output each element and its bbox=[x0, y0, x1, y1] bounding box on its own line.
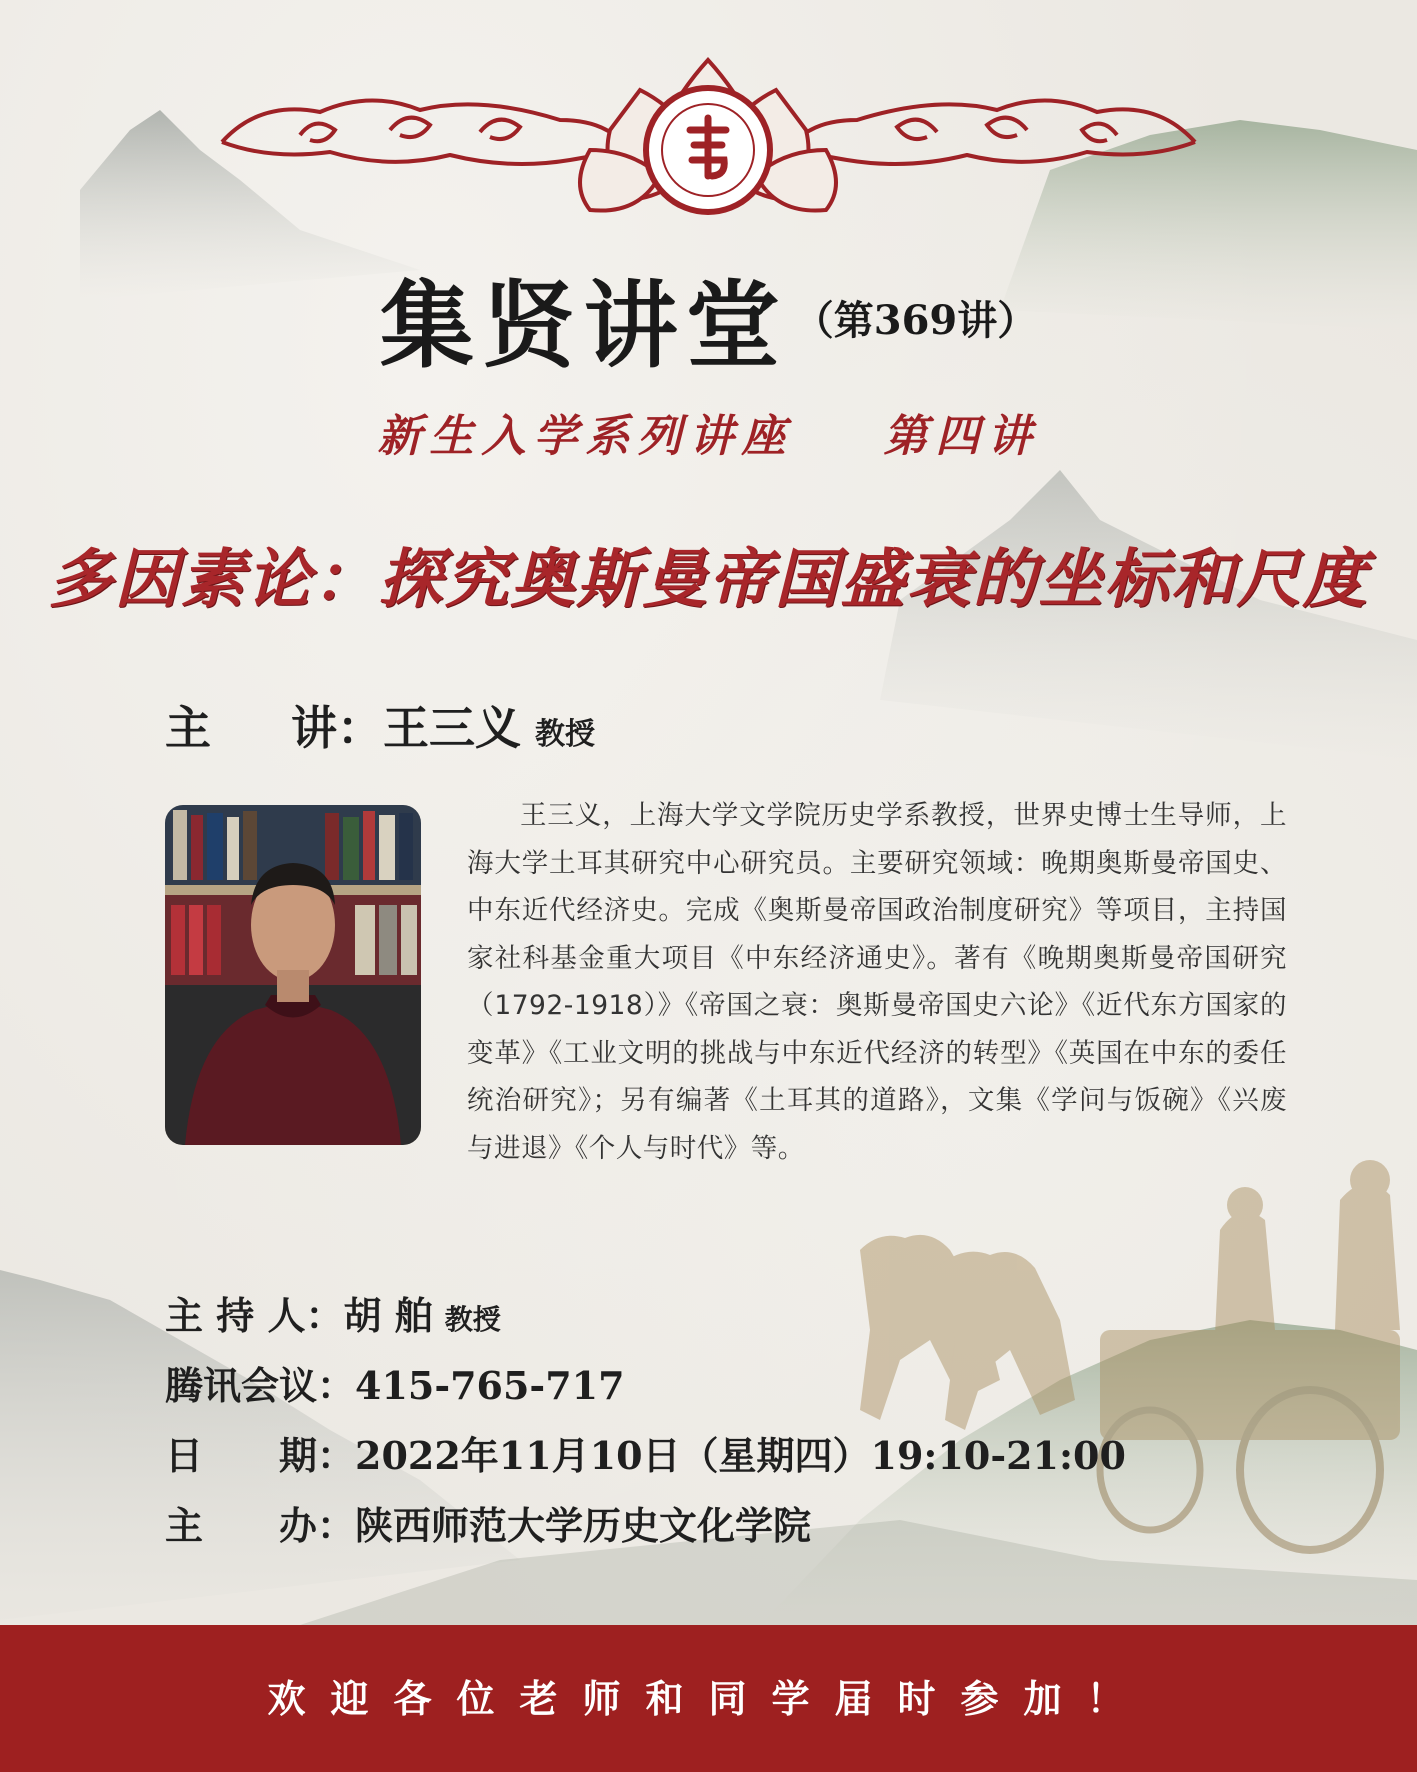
meeting-label: 腾讯会议： bbox=[165, 1363, 356, 1408]
host-label: 主 持 人： bbox=[165, 1293, 344, 1338]
footer-banner bbox=[0, 1625, 1417, 1772]
speaker-photo bbox=[165, 805, 421, 1145]
speaker-portrait-image bbox=[165, 805, 421, 1145]
meeting-row bbox=[165, 1355, 625, 1410]
meeting-id: 415-765-717 bbox=[355, 1363, 625, 1408]
speaker-row bbox=[165, 692, 595, 758]
lecture-title: 多因素论：探究奥斯曼帝国盛衰的坐标和尺度 bbox=[48, 542, 1369, 617]
speaker-name: 王三义 bbox=[383, 701, 521, 755]
series-title: 集贤讲堂 bbox=[379, 271, 788, 381]
organizer-row bbox=[165, 1495, 811, 1550]
welcome-message: 欢迎各位老师和同学届时参加！ bbox=[267, 1676, 1150, 1721]
host-title: 教授 bbox=[444, 1303, 501, 1336]
date-label: 日 期： bbox=[165, 1433, 356, 1478]
host-name: 胡 舶 bbox=[343, 1293, 433, 1338]
host-row bbox=[165, 1285, 501, 1340]
date-row bbox=[165, 1425, 1126, 1480]
issue-number: （第369讲） bbox=[793, 297, 1038, 344]
organizer-value: 陕西师范大学历史文化学院 bbox=[355, 1503, 812, 1548]
series-subtitle bbox=[0, 400, 1417, 464]
speaker-label-b: 讲： bbox=[291, 701, 383, 755]
speaker-title: 教授 bbox=[535, 717, 595, 752]
speaker-bio: 王三义，上海大学文学院历史学系教授，世界史博士生导师，上海大学土耳其研究中心研究员。主要研究领域：晚期奥斯曼帝国史、中东近代经济史。完成《奥斯曼帝国政治制度研究》等项目，主持国家社科基金重大项目《中东经济通史》。著有《晚期奥斯曼帝国研究（1792-1918）》《帝国之衰：奥斯曼帝国史六论》《近代东方国家的变革》《工业文明的挑战与中东近代经济的转型》《英国在中东的委任统治研究》；另有编著《土耳其的道路》，文集《学问与饭碗》《兴废与进退》《个人与时代》等。 bbox=[467, 800, 1287, 1164]
organizer-label: 主 办： bbox=[165, 1503, 356, 1548]
series-title-block bbox=[0, 250, 1417, 385]
subtitle-series: 新生入学系列讲座 bbox=[377, 411, 794, 462]
date-value: 2022年11月10日（星期四）19:10-21:00 bbox=[355, 1433, 1126, 1478]
subtitle-part: 第四讲 bbox=[883, 411, 1040, 462]
speaker-label-a: 主 bbox=[165, 701, 211, 755]
